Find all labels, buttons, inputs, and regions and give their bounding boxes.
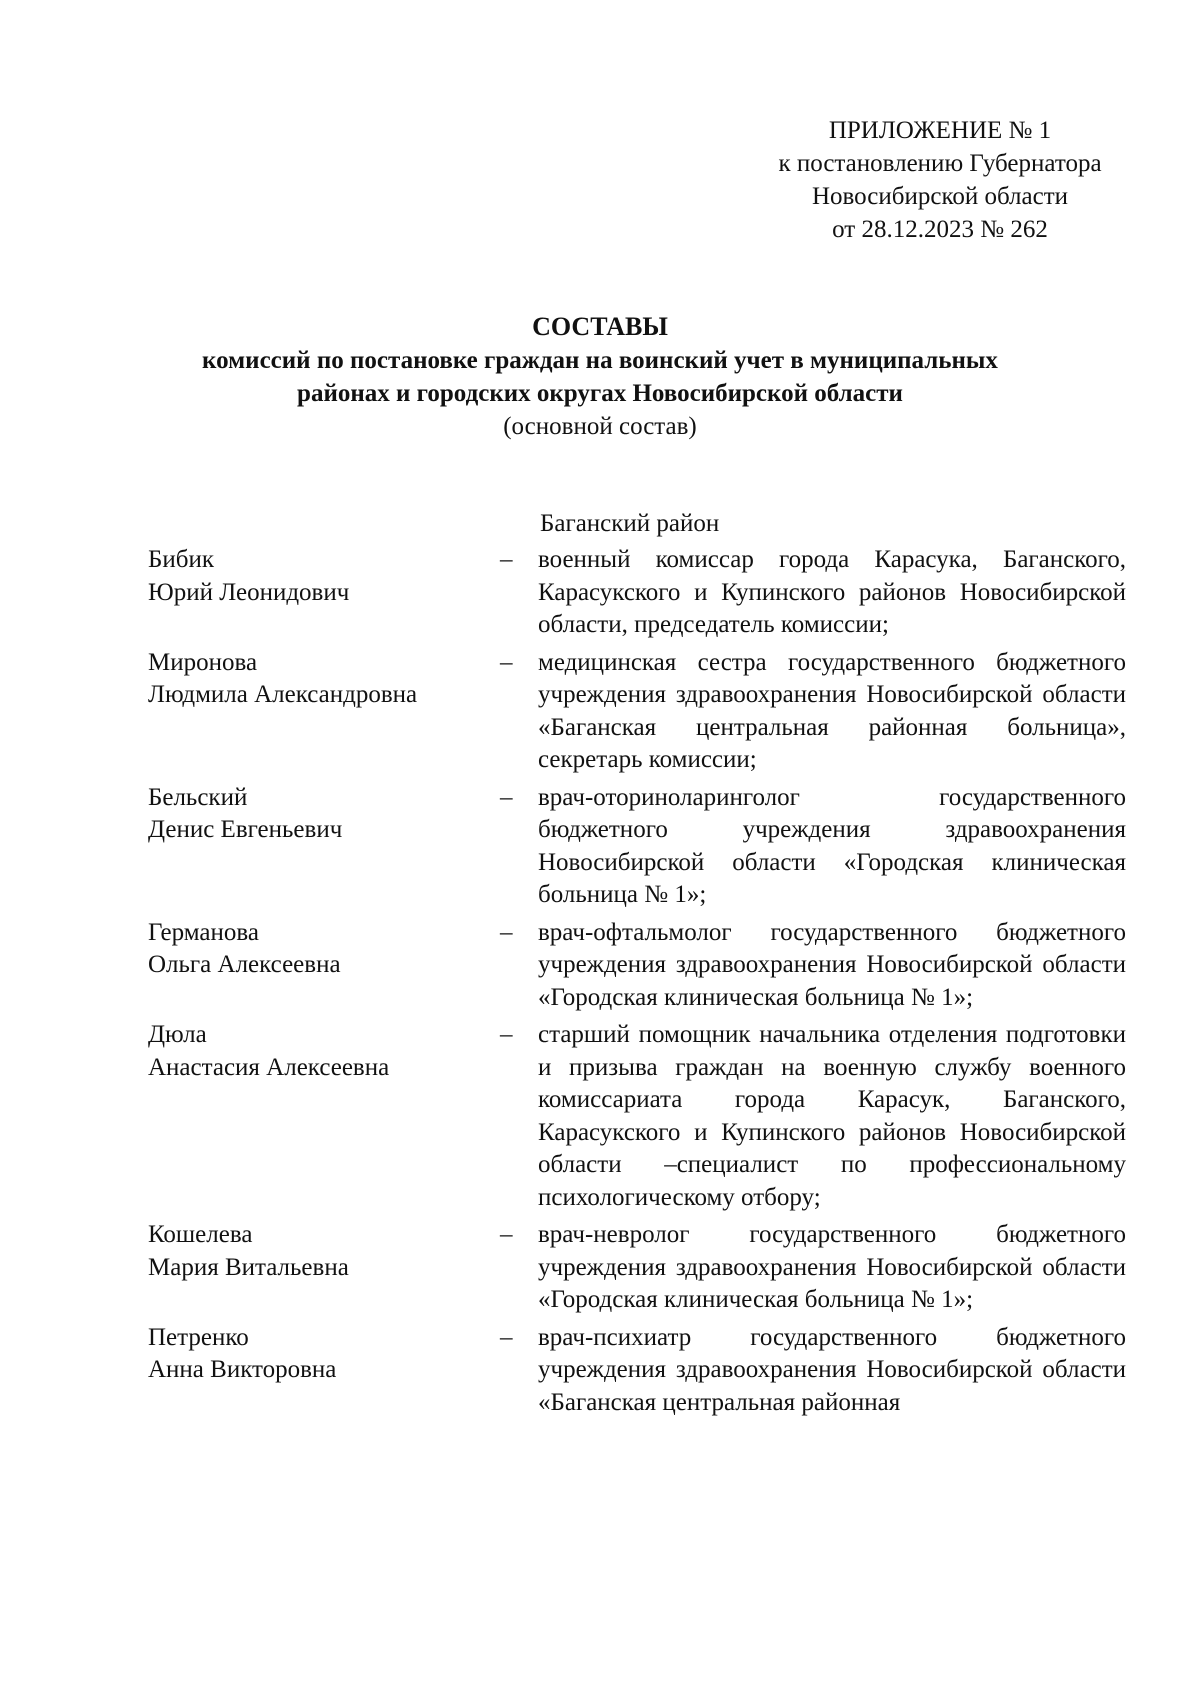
member-surname: Дюла	[148, 1021, 207, 1048]
member-role: врач-невролог государственного бюджетного учреждения здравоохранения Новосибирской области «Городская клиническая больница № 1»;	[538, 1221, 1126, 1313]
page-subtitle-line-1: комиссий по постановке граждан на воинский учет в муниципальных	[202, 347, 998, 374]
page-subtitle-line-2: районах и городских округах Новосибирской области	[297, 380, 903, 407]
district-heading: Баганский район	[540, 510, 720, 537]
member-name	[148, 1322, 500, 1387]
members-list	[0, 544, 1200, 1424]
member-name	[148, 1219, 500, 1284]
member-entry	[0, 1322, 1200, 1420]
member-entry	[0, 917, 1200, 1015]
appendix-number: ПРИЛОЖЕНИЕ № 1	[828, 117, 1052, 144]
appendix-region: Новосибирской области	[811, 183, 1069, 210]
appendix-date-number: от 28.12.2023 № 262	[832, 216, 1048, 243]
member-given-names: Ольга Алексеевна	[148, 951, 341, 978]
member-surname: Кошелева	[148, 1221, 253, 1248]
member-given-names: Анна Викторовна	[148, 1356, 337, 1383]
member-role: военный комиссар города Карасука, Баганского, Карасукского и Купинского районов Новосибирской области, председатель комиссии;	[538, 546, 1126, 638]
member-surname: Бельский	[148, 783, 248, 811]
member-role: врач-оториноларинголог государственного бюджетного учреждения здравоохранения Новосибирской области «Городская клиническая больница № 1»;	[538, 783, 1126, 908]
member-given-names: Денис Евгеньевич	[148, 816, 343, 843]
member-entry	[0, 647, 1200, 777]
appendix-reference: к постановлению Губернатора	[778, 150, 1102, 177]
member-dash: –	[500, 1021, 513, 1048]
page-title: СОСТАВЫ	[532, 312, 668, 341]
member-dash: –	[500, 546, 513, 573]
member-surname: Миронова	[148, 648, 258, 676]
member-surname: Бибик	[148, 546, 214, 573]
composition-note: (основной состав)	[503, 413, 697, 440]
member-dash: –	[500, 1323, 513, 1351]
document-heading	[0, 310, 1200, 444]
member-given-names: Анастасия Алексеевна	[148, 1053, 390, 1081]
member-dash: –	[500, 648, 513, 676]
member-entry	[0, 544, 1200, 642]
member-dash: –	[500, 1221, 513, 1248]
member-role: врач-офтальмолог государственного бюджетного учреждения здравоохранения Новосибирской области «Городская клиническая больница № 1»;	[538, 918, 1126, 1011]
member-dash: –	[500, 918, 513, 946]
member-given-names: Юрий Леонидович	[148, 578, 350, 606]
member-name	[148, 1019, 500, 1084]
member-name	[148, 782, 500, 847]
member-given-names: Людмила Александровна	[148, 681, 418, 708]
member-name	[148, 917, 500, 982]
member-entry	[0, 1219, 1200, 1317]
member-dash: –	[500, 783, 513, 811]
member-name	[148, 544, 500, 609]
member-entry	[0, 1019, 1200, 1214]
appendix-block	[740, 114, 1140, 246]
member-role: медицинская сестра государственного бюджетного учреждения здравоохранения Новосибирской области «Баганская центральная районная больница», секретарь комиссии;	[538, 648, 1126, 773]
member-role: врач-психиатр государственного бюджетного учреждения здравоохранения Новосибирской области «Баганская центральная районная	[538, 1323, 1126, 1416]
member-entry	[0, 782, 1200, 912]
member-name	[148, 647, 500, 712]
member-surname: Германова	[148, 918, 259, 946]
member-surname: Петренко	[148, 1323, 249, 1351]
member-role: старший помощник начальника отделения подготовки и призыва граждан на военную службу военного комиссариата города Карасук, Баганского, Карасукского и Купинского районов Новосибирской области –специалист по профессиональному психологическому отбору;	[538, 1021, 1126, 1211]
member-given-names: Мария Витальевна	[148, 1253, 349, 1281]
